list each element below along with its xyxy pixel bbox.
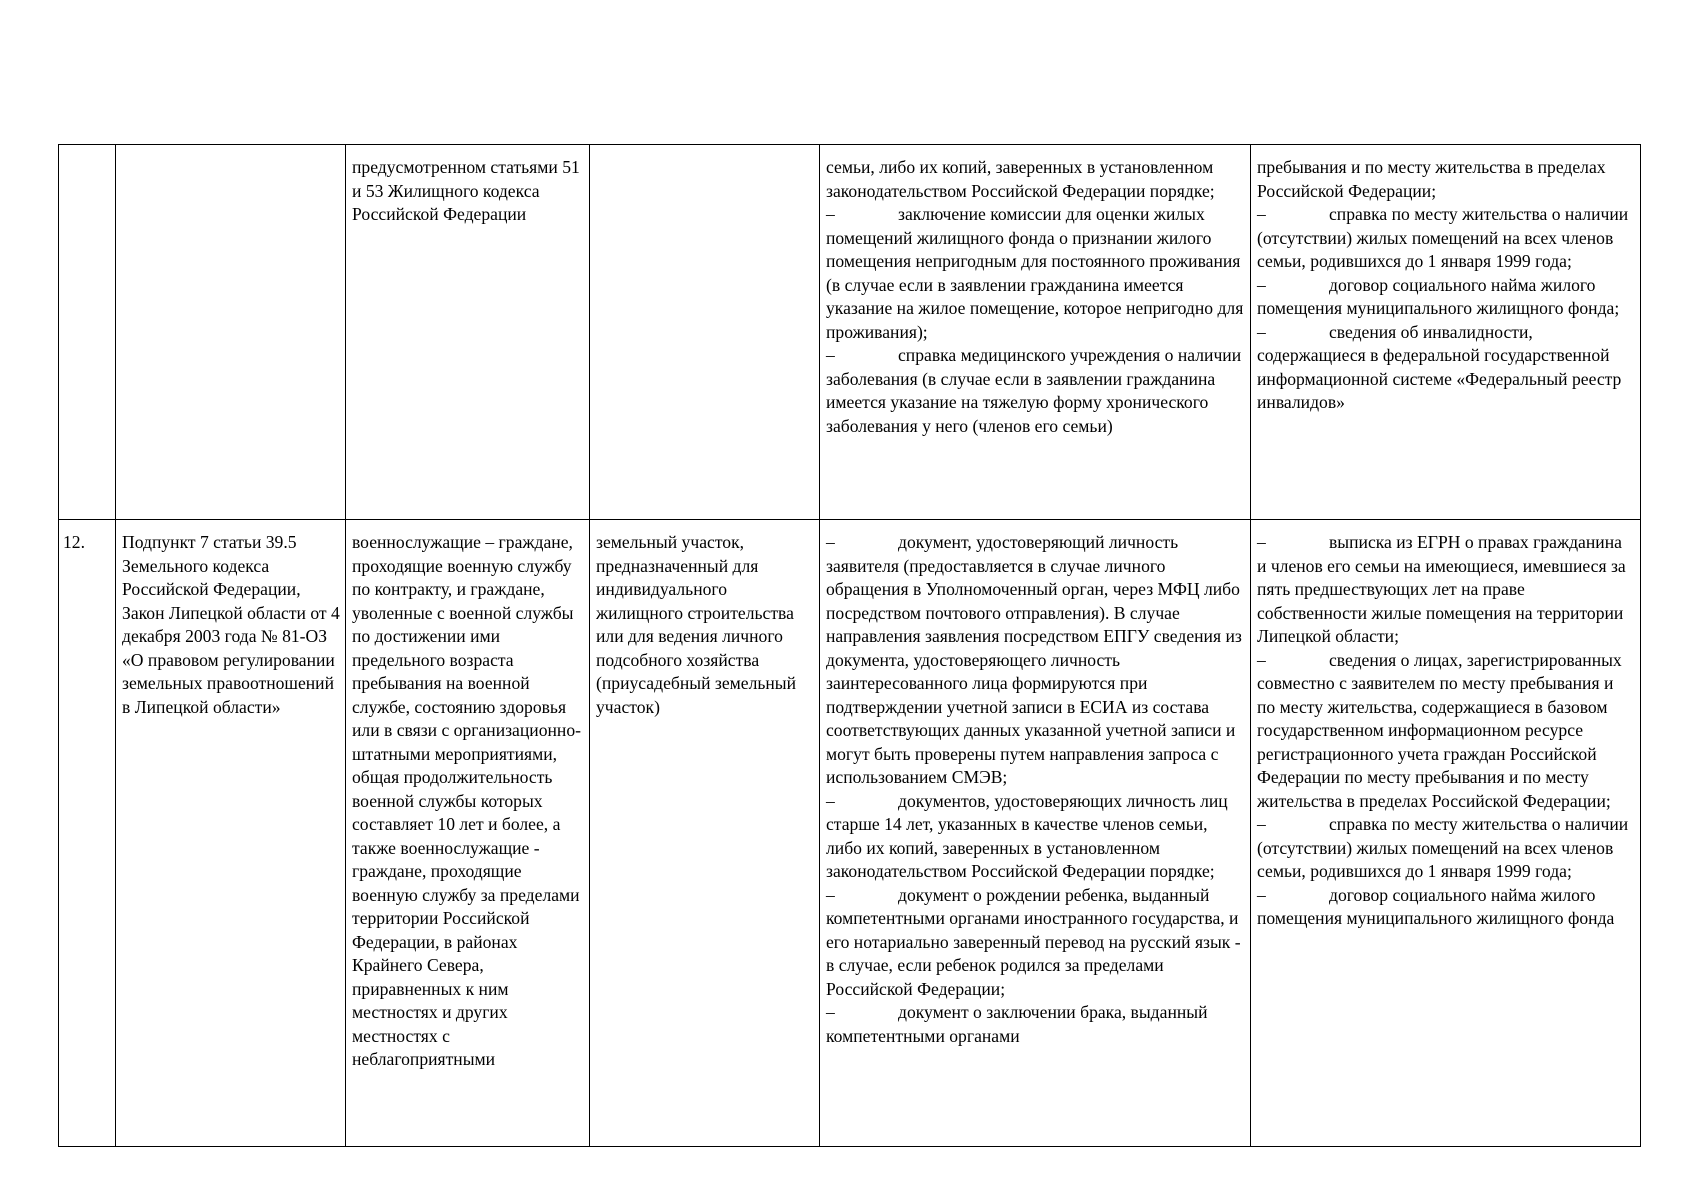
- document-table: [58, 144, 1641, 1147]
- document-item: – договор социального найма жилого помещения муниципального жилищного фонда: [1257, 884, 1615, 928]
- document-item: – заключение комиссии для оценки жилых помещений жилищного фонда о признании жилого помещения непригодным для постоянного проживания (в случае если в заявлении гражданина имеется указание на жилое помещение, которое непригодно для проживания);: [826, 204, 1244, 342]
- table-row: [59, 145, 1641, 520]
- legal-basis-cell: Подпункт 7 статьи 39.5 Земельного кодекса Российской Федерации, Закон Липецкой области от 4 декабря 2003 года № 81-ОЗ «О правовом регулировании земельных правоотношений в Липецкой области»: [116, 520, 346, 1147]
- applicant-documents-cell: [820, 145, 1251, 520]
- document-item: семьи, либо их копий, заверенных в установленном законодательством Российской Федерации порядке;: [826, 157, 1215, 201]
- document-item: – документ о заключении брака, выданный компетентными органами: [826, 1002, 1208, 1046]
- document-item: – справка медицинского учреждения о наличии заболевания (в случае если в заявлении гражданина имеется указание на тяжелую форму хронического заболевания у него (членов его семьи): [826, 345, 1242, 436]
- row-number-cell: 12.: [59, 520, 116, 1147]
- legal-basis-cell: [116, 145, 346, 520]
- agency-documents-cell: [1251, 145, 1641, 520]
- document-item: – договор социального найма жилого помещения муниципального жилищного фонда;: [1257, 274, 1620, 318]
- applicant-documents-cell: [820, 520, 1251, 1147]
- document-item: – документ о рождении ребенка, выданный компетентными органами иностранного государства, и его нотариально заверенный перевод на русский язык - в случае, если ребенок родился за пределами Российской Федерации;: [826, 884, 1241, 999]
- document-item: – документов, удостоверяющих личность лиц старше 14 лет, указанных в качестве членов семьи, либо их копий, заверенных в установленном законодательством Российской Федерации порядке;: [826, 790, 1228, 881]
- document-item: – документ, удостоверяющий личность заявителя (предоставляется в случае личного обращения в Уполномоченный орган, через МФЦ либо посредством почтового отправления). В случае направления заявления посредством ЕПГУ сведения из документа, удостоверяющего личность заинтересованного лица формируются при подтверждении учетной записи в ЕСИА из состава соответствующих данных указанной учетной записи и могут быть проверены путем направления запроса с использованием СМЭВ;: [826, 532, 1242, 787]
- row-number-cell: [59, 145, 116, 520]
- document-item: – справка по месту жительства о наличии (отсутствии) жилых помещений на всех членов семьи, родившихся до 1 января 1999 года;: [1257, 814, 1629, 881]
- applicant-category-cell: военнослужащие – граждане, проходящие военную службу по контракту, и граждане, уволенные с военной службы по достижении ими предельного возраста пребывания на военной службе, состоянию здоровья или в связи с организационно-штатными мероприятиями, общая продолжительность военной службы которых составляет 10 лет и более, а также военнослужащие - граждане, проходящие военную службу за пределами территории Российской Федерации, в районах Крайнего Севера, приравненных к ним местностях и других местностях с неблагоприятными: [346, 520, 590, 1147]
- document-item: – сведения о лицах, зарегистрированных совместно с заявителем по месту пребывания и по месту жительства, содержащиеся в базовом государственном информационном ресурсе регистрационного учета граждан Российской Федерации по месту пребывания и по месту жительства в пределах Российской Федерации;: [1257, 649, 1622, 811]
- agency-documents-cell: [1251, 520, 1641, 1147]
- document-item: – выписка из ЕГРН о правах гражданина и членов его семьи на имеющиеся, имевшиеся за пять предшествующих лет на праве собственности жилые помещения на территории Липецкой области;: [1257, 532, 1626, 646]
- applicant-category-cell: предусмотренном статьями 51 и 53 Жилищного кодекса Российской Федерации: [346, 145, 590, 520]
- document-item: пребывания и по месту жительства в пределах Российской Федерации;: [1257, 157, 1606, 201]
- document-item: – справка по месту жительства о наличии (отсутствии) жилых помещений на всех членов семьи, родившихся до 1 января 1999 года;: [1257, 204, 1629, 271]
- table-row: [59, 520, 1641, 1147]
- document-item: – сведения об инвалидности, содержащиеся в федеральной государственной информационной системе «Федеральный реестр инвалидов»: [1257, 321, 1622, 412]
- land-plot-cell: [590, 145, 820, 520]
- land-plot-cell: земельный участок, предназначенный для индивидуального жилищного строительства или для ведения личного подсобного хозяйства (приусадебный земельный участок): [590, 520, 820, 1147]
